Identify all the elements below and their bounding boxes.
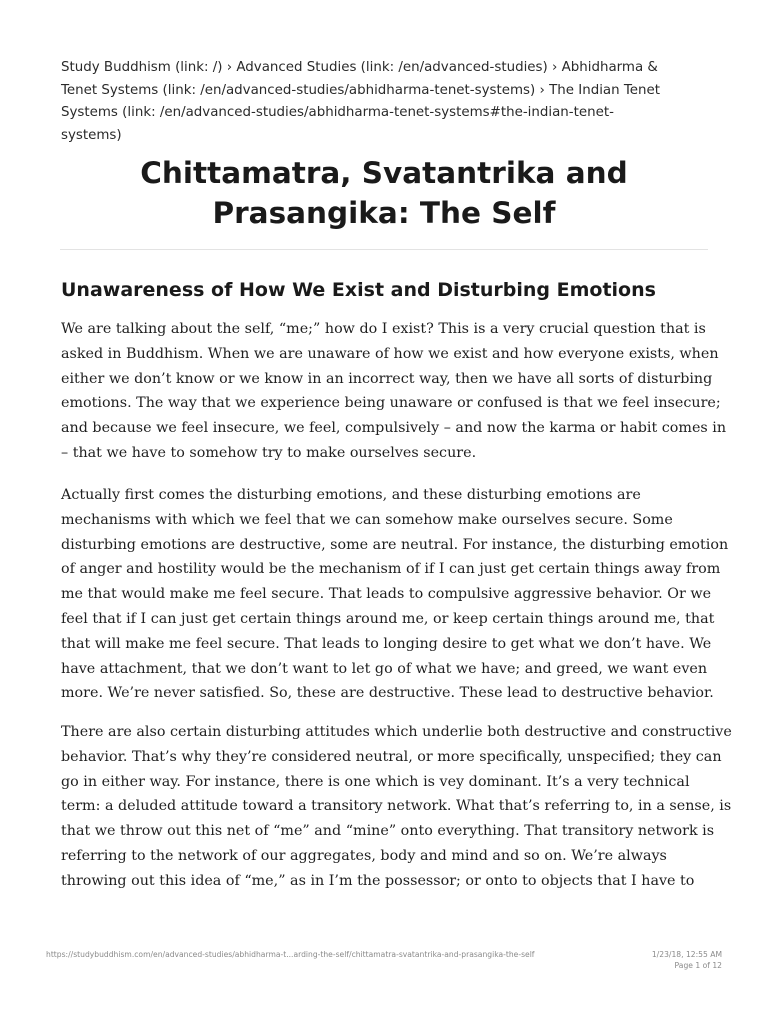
- paragraph-line: mechanisms with which we feel that we can somehow make ourselves secure. Some: [61, 511, 673, 528]
- breadcrumb-line[interactable]: systems): [61, 127, 122, 143]
- paragraph-line: that we throw out this net of “me” and “mine” onto everything. That transitory network is: [61, 823, 715, 840]
- paragraph-line: more. We’re never satisfied. So, these are destructive. These lead to destructive behavior.: [61, 685, 714, 702]
- paragraph-line: feel that if I can just get certain things around me, or keep certain things around me, that: [61, 610, 715, 627]
- paragraph-line: Actually first comes the disturbing emotions, and these disturbing emotions are: [61, 487, 641, 503]
- footer-timestamp: 1/23/18, 12:55 AM: [651, 950, 722, 959]
- paragraph-line: and because we feel insecure, we feel, compulsively – and now the karma or habit comes in: [61, 420, 727, 437]
- section-heading: Unawareness of How We Exist and Disturbing Emotions: [61, 279, 656, 301]
- paragraph-line: disturbing emotions are destructive, some are neutral. For instance, the disturbing emotion: [61, 536, 729, 553]
- paragraph-line: – that we have to somehow try to make ourselves secure.: [61, 444, 477, 461]
- paragraph-line: behavior. That’s why they’re considered neutral, or more specifically, unspecified; they can: [61, 748, 722, 765]
- breadcrumb-line[interactable]: Study Buddhism (link: /) › Advanced Studies (link: /en/advanced-studies) › Abhidharma &: [61, 60, 658, 75]
- paragraph-line: We are talking about the self, “me;” how do I exist? This is a very crucial question that is: [61, 321, 706, 337]
- footer-page-number: Page 1 of 12: [674, 960, 722, 970]
- breadcrumb: [61, 57, 711, 147]
- paragraph-line: term: a deluded attitude toward a transitory network. What that’s referring to, in a sense, is: [61, 798, 732, 815]
- paragraph-line: go in either way. For instance, there is one which is vey dominant. It’s a very technical: [61, 773, 690, 790]
- body-paragraph: [61, 317, 727, 466]
- paragraph-line: that will make me feel secure. That leads to longing desire to get what we don’t have. We: [61, 635, 712, 652]
- title-divider: [60, 249, 708, 250]
- paragraph-line: me that would make me feel secure. That leads to compulsive aggressive behavior. Or we: [61, 586, 712, 603]
- footer-url[interactable]: https://studybuddhism.com/en/advanced-studies/abhidharma-t...arding-the-self/chittamatra-svatantrika-and-prasangika-the-self: [46, 950, 535, 959]
- paragraph-line: emotions. The way that we experience being unaware or confused is that we feel insecure;: [61, 395, 721, 412]
- paragraph-line: asked in Buddhism. When we are unaware of how we exist and how everyone exists, when: [61, 345, 719, 362]
- paragraph-line: of anger and hostility would be the mechanism of if I can just get certain things away from: [61, 561, 721, 578]
- breadcrumb-line[interactable]: Tenet Systems (link: /en/advanced-studies/abhidharma-tenet-systems) › The Indian Tenet: [61, 82, 660, 98]
- paragraph-line: have attachment, that we don’t want to let go of what we have; and greed, we want even: [61, 660, 708, 677]
- page-title-line: Chittamatra, Svatantrika and: [140, 156, 628, 190]
- paragraph-line: referring to the network of our aggregates, body and mind and so on. We’re always: [61, 847, 667, 864]
- breadcrumb-line[interactable]: Systems (link: /en/advanced-studies/abhidharma-tenet-systems#the-indian-tenet-: [61, 105, 614, 120]
- body-paragraph: [61, 720, 732, 894]
- footer-meta: [652, 950, 722, 971]
- body-paragraph: [61, 483, 729, 706]
- paragraph-line: throwing out this idea of “me,” as in I’m the possessor; or onto to objects that I have to: [61, 872, 695, 889]
- paragraph-line: There are also certain disturbing attitudes which underlie both destructive and constructive: [61, 724, 732, 740]
- page-title-line: Prasangika: The Self: [212, 196, 556, 230]
- page-title: [60, 153, 708, 233]
- paragraph-line: either we don’t know or we know in an incorrect way, then we have all sorts of disturbing: [61, 370, 713, 387]
